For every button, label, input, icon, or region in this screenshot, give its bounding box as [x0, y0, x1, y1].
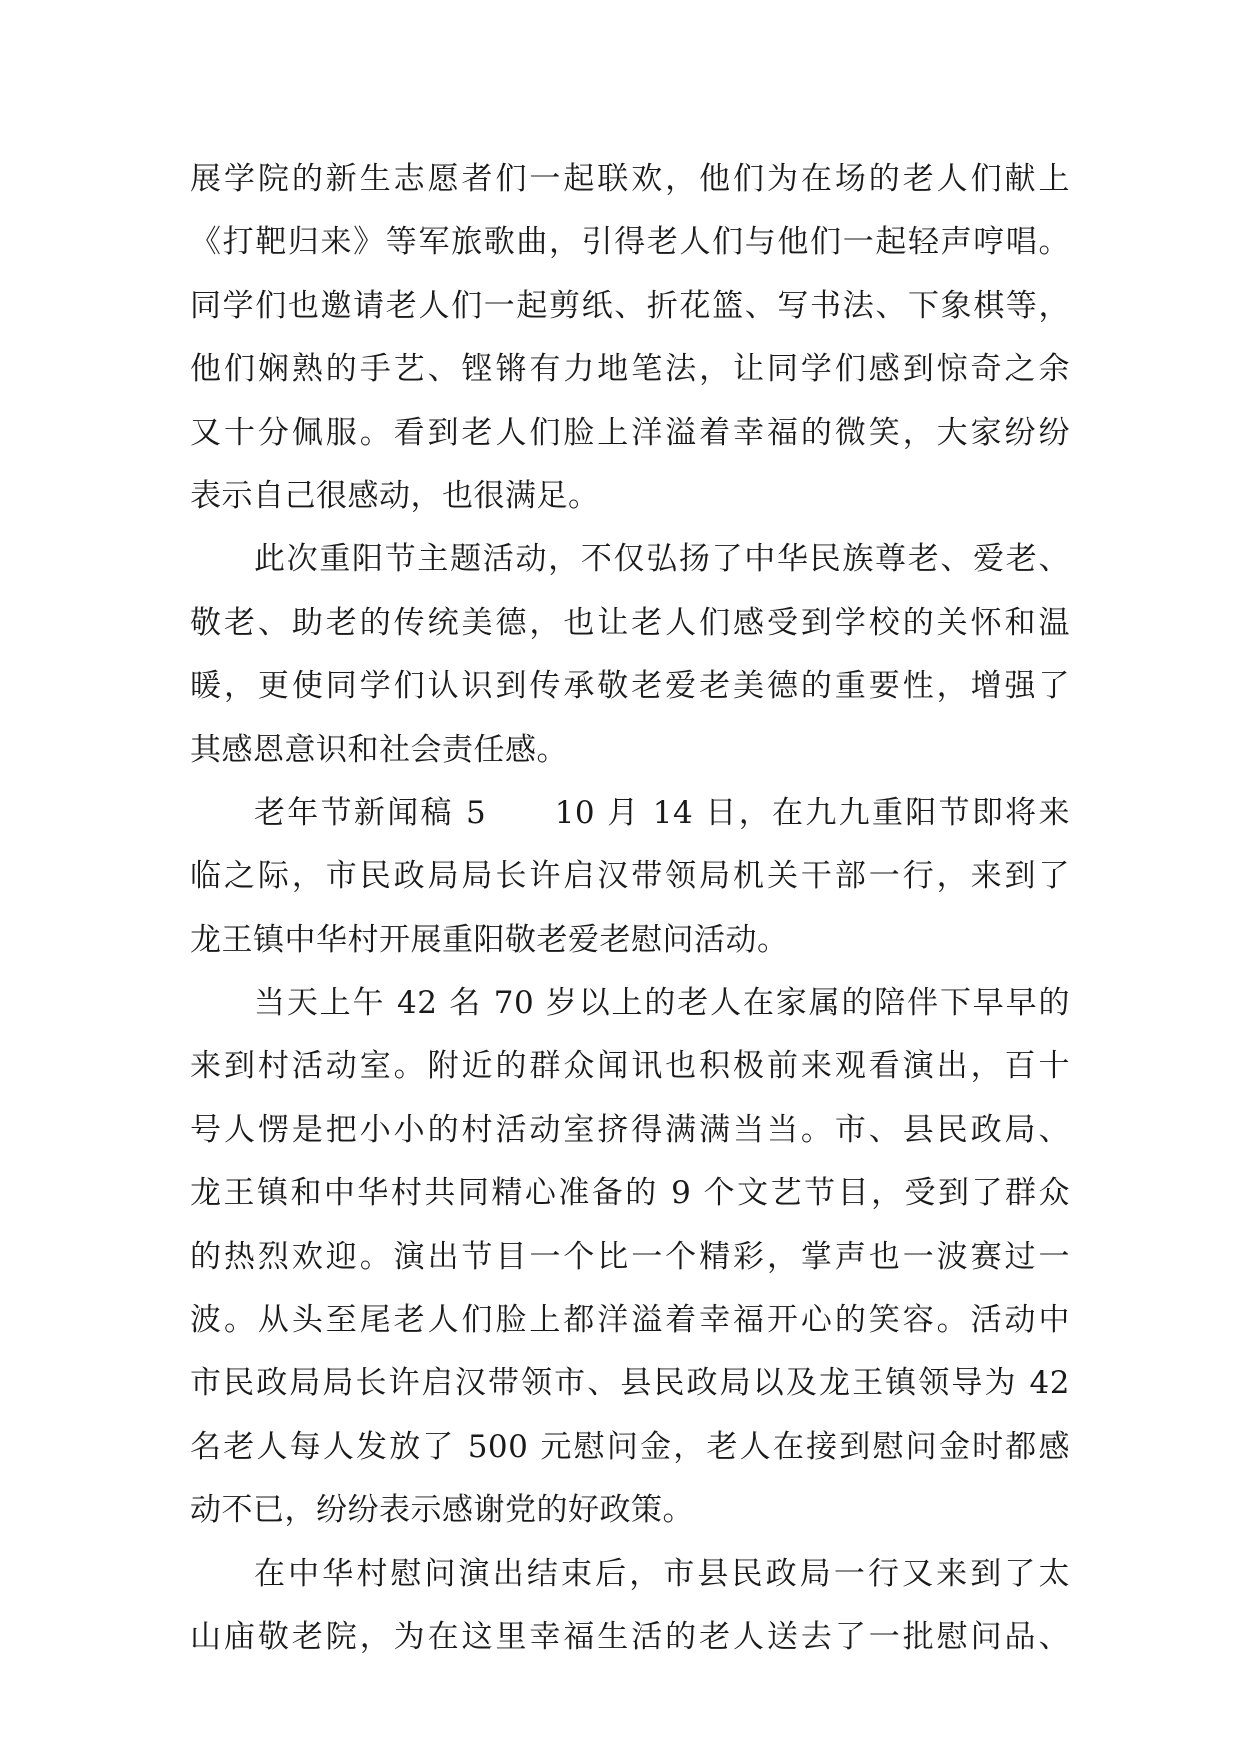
text-line: 同学们也邀请老人们一起剪纸、折花篮、写书法、下象棋等，: [190, 287, 1070, 324]
text-line: 动不已，纷纷表示感谢党的好政策。: [190, 1492, 694, 1529]
text-line: 展学院的新生志愿者们一起联欢，他们为在场的老人们献上: [190, 161, 1070, 197]
text-line: 暖，更使同学们认识到传承敬老爱老美德的重要性，增强了: [190, 668, 1070, 705]
text-line: 敬老、助老的传统美德，也让老人们感受到学校的关怀和温: [190, 604, 1070, 641]
text-line: 龙王镇中华村开展重阳敬老爱老慰问活动。: [190, 921, 789, 958]
text-line: 市民政局局长许启汉带领市、县民政局以及龙王镇领导为 42: [190, 1365, 1070, 1402]
text-line: 龙王镇和中华村共同精心准备的 9 个文艺节目，受到了群众: [190, 1175, 1070, 1212]
text-line: 临之际，市民政局局长许启汉带领局机关干部一行，来到了: [190, 858, 1070, 895]
text-line: 其感恩意识和社会责任感。: [190, 731, 568, 768]
text-line: 的热烈欢迎。演出节目一个比一个精彩，掌声也一波赛过一: [190, 1238, 1070, 1275]
text-line: 又十分佩服。看到老人们脸上洋溢着幸福的微笑，大家纷纷: [190, 414, 1070, 451]
text-line: 老年节新闻稿 5 10 月 14 日，在九九重阳节即将来: [254, 794, 1070, 831]
text-line: 表示自己很感动，也很满足。: [190, 477, 600, 514]
text-line: 波。从头至尾老人们脸上都洋溢着幸福开心的笑容。活动中: [190, 1302, 1070, 1339]
text-line: 号人愣是把小小的村活动室挤得满满当当。市、县民政局、: [190, 1111, 1070, 1148]
text-line: 名老人每人发放了 500 元慰问金，老人在接到慰问金时都感: [190, 1428, 1070, 1465]
document-body: [190, 148, 1070, 1669]
text-line: 来到村活动室。附近的群众闻讯也积极前来观看演出，百十: [190, 1048, 1070, 1085]
text-line: 《打靶归来》等军旅歌曲，引得老人们与他们一起轻声哼唱。: [190, 224, 1070, 261]
text-line: 在中华村慰问演出结束后，市县民政局一行又来到了太: [254, 1555, 1070, 1592]
text-line: 当天上午 42 名 70 岁以上的老人在家属的陪伴下早早的: [254, 985, 1070, 1022]
text-line: 他们娴熟的手艺、铿锵有力地笔法，让同学们感到惊奇之余: [190, 351, 1070, 388]
text-line: 此次重阳节主题活动，不仅弘扬了中华民族尊老、爱老、: [254, 541, 1070, 578]
text-line: 山庙敬老院，为在这里幸福生活的老人送去了一批慰问品、: [190, 1618, 1070, 1655]
